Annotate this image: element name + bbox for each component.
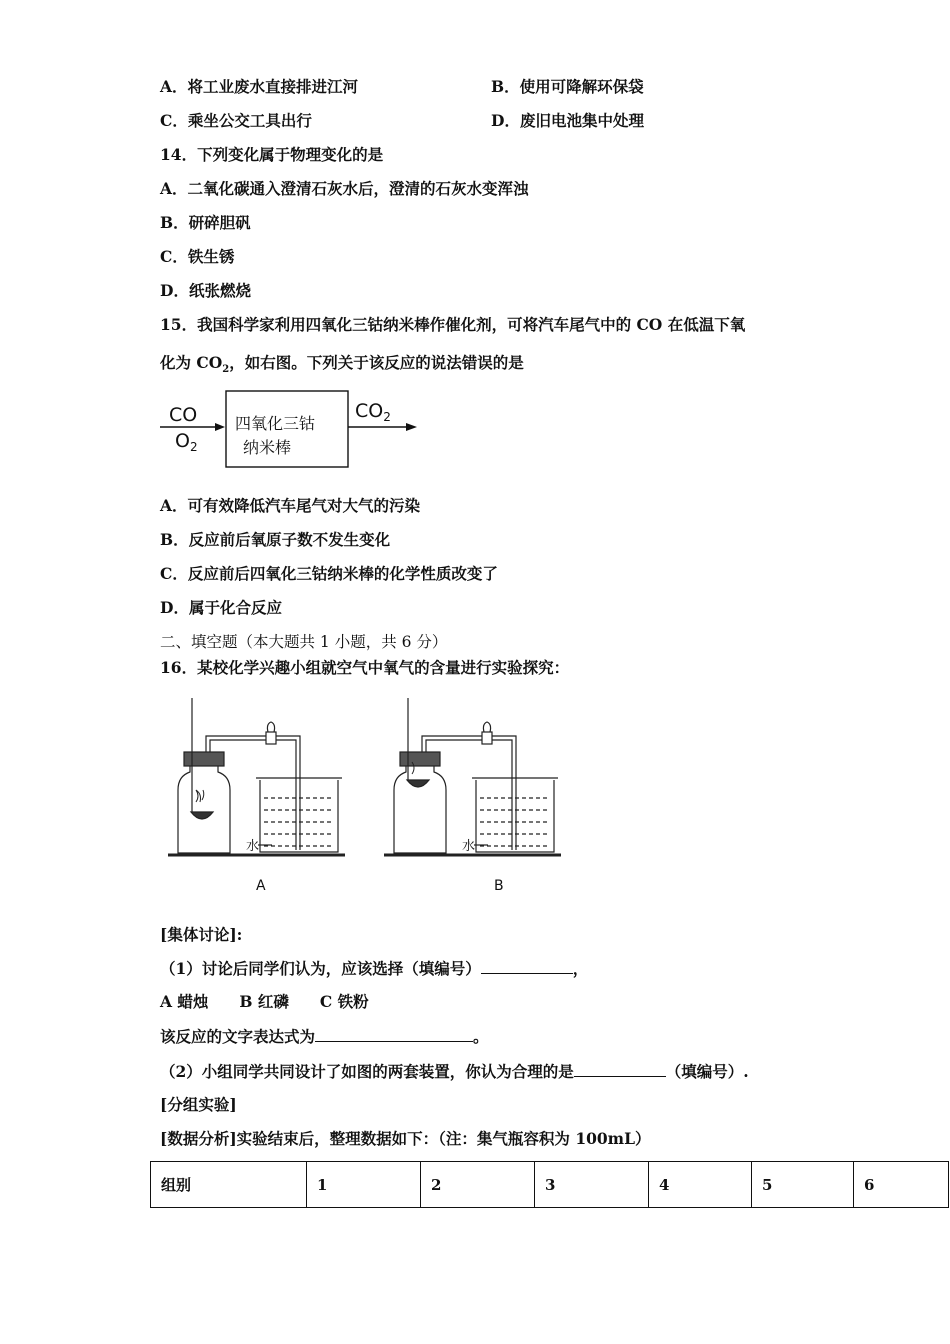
q16-stem: 16．某校化学兴趣小组就空气中氧气的含量进行实验探究： xyxy=(160,658,570,677)
choice-list: A 蜡烛 B 红磷 C 铁粉 xyxy=(160,992,369,1011)
q13-option-d: D．废旧电池集中处理 xyxy=(491,111,644,130)
q15-option-d: D．属于化合反应 xyxy=(160,598,282,617)
equation-answer-blank[interactable] xyxy=(315,1026,473,1042)
catalyst-reaction-diagram xyxy=(155,385,435,475)
q14-option-a: A．二氧化碳通入澄清石灰水后，澄清的石灰水变浑浊 xyxy=(160,179,529,198)
svg-text:O2: $O_2$ xyxy=(175,430,198,454)
diagram-output-co2: CO xyxy=(355,400,384,422)
table-header-5: 5 xyxy=(752,1162,854,1208)
table-header-2: 2 xyxy=(421,1162,535,1208)
equation-question: 该反应的文字表达式为 。 xyxy=(160,1027,489,1046)
catalyst-label-line2: 纳米棒 xyxy=(243,438,292,457)
q15-stem-line2: 化为 $CO_2$，如右图。下列关于该反应的说法错误的是 xyxy=(160,353,524,376)
apparatus-label-a: A xyxy=(256,878,266,894)
table-header-group: 组别 xyxy=(151,1162,307,1208)
catalyst-label-line1: 四氧化三钴 xyxy=(235,414,316,433)
q15-option-c: C．反应前后四氧化三钴纳米棒的化学性质改变了 xyxy=(160,564,498,583)
q15-option-a: A．可有效降低汽车尾气对大气的污染 xyxy=(160,496,421,515)
diagram-input-o2: O xyxy=(175,430,190,452)
part1-answer-blank[interactable] xyxy=(481,958,573,974)
svg-text:CO2: $CO_2$ xyxy=(355,400,391,424)
q14-stem: 14．下列变化属于物理变化的是 xyxy=(160,145,384,164)
q14-option-d: D．纸张燃烧 xyxy=(160,281,251,300)
group-experiment-heading: [分组实验] xyxy=(160,1095,237,1114)
table-header-3: 3 xyxy=(535,1162,649,1208)
part2-answer-blank[interactable] xyxy=(574,1061,666,1077)
data-analysis-text: [数据分析]实验结束后，整理数据如下：（注：集气瓶容积为 100mL） xyxy=(160,1129,651,1148)
q15-stem-line1: 15．我国科学家利用四氧化三钴纳米棒作催化剂，可将汽车尾气中的 CO 在低温下氧 xyxy=(160,315,746,334)
table-header-6: 6 xyxy=(854,1162,949,1208)
apparatus-label-b: B xyxy=(494,878,504,894)
data-table xyxy=(150,1161,949,1208)
q13-option-b: B．使用可降解环保袋 xyxy=(491,77,644,96)
water-label-a: 水 xyxy=(246,839,260,854)
q15-option-b: B．反应前后氧原子数不发生变化 xyxy=(160,530,391,549)
part1-question: （1）讨论后同学们认为，应该选择（填编号） ， xyxy=(160,959,589,978)
q14-option-c: C．铁生锈 xyxy=(160,247,235,266)
q13-option-c: C．乘坐公交工具出行 xyxy=(160,111,312,130)
apparatus-figure xyxy=(160,690,580,905)
q13-option-a: A．将工业废水直接排进江河 xyxy=(160,77,359,96)
part2-question: （2）小组同学共同设计了如图的两套装置，你认为合理的是 （填编号）. xyxy=(160,1062,749,1081)
table-header-row xyxy=(151,1162,949,1208)
q14-option-b: B．研碎胆矾 xyxy=(160,213,251,232)
diagram-input-co: CO xyxy=(169,404,198,426)
table-header-1: 1 xyxy=(307,1162,421,1208)
section2-heading: 二、填空题（本大题共 1 小题，共 6 分） xyxy=(160,633,448,651)
discussion-heading: [集体讨论]: xyxy=(160,925,243,944)
water-label-b: 水 xyxy=(462,839,476,854)
table-header-4: 4 xyxy=(649,1162,752,1208)
